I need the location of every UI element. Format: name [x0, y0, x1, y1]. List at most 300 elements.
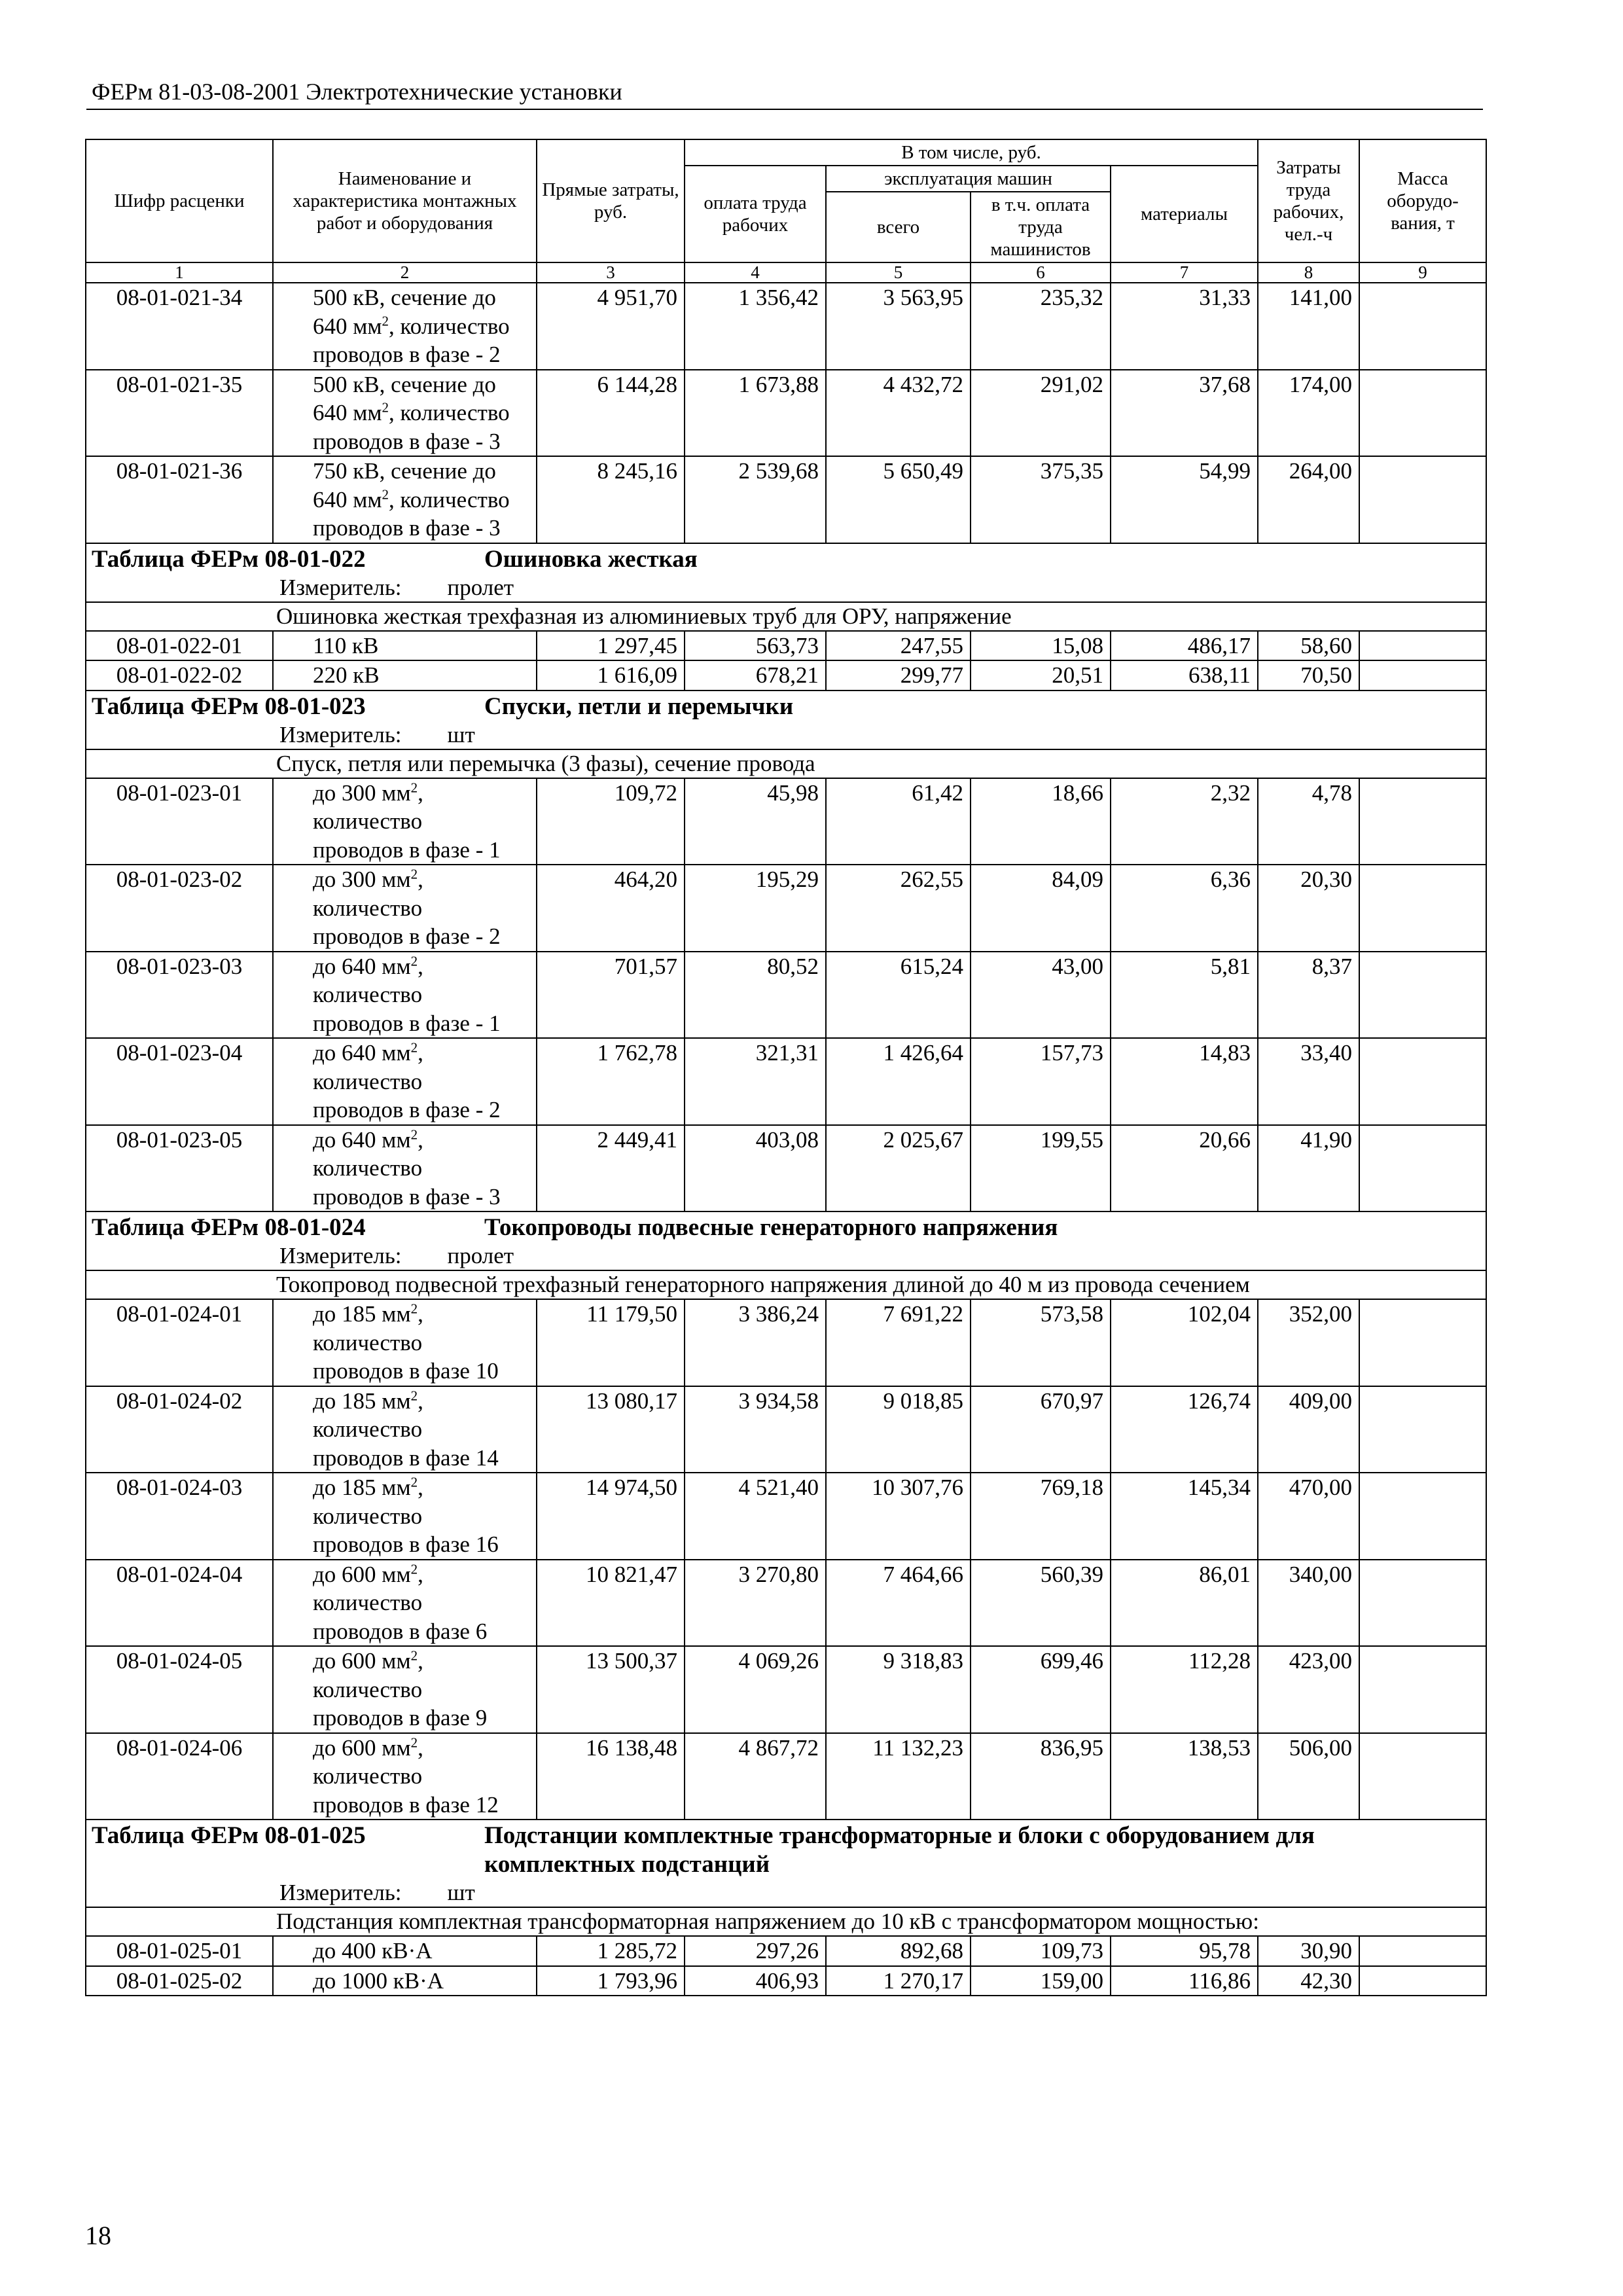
labor-cost-cell: 678,21: [685, 660, 826, 691]
labor-cost-cell: 321,31: [685, 1038, 826, 1125]
machines-labor-cell: 18,66: [971, 778, 1111, 865]
mass-cell: [1359, 865, 1486, 952]
machines-labor-cell: 157,73: [971, 1038, 1111, 1125]
table-row: [86, 1966, 1486, 1996]
name-cell: до 400 кВ·А: [273, 1936, 537, 1966]
machines-labor-cell: 15,08: [971, 631, 1111, 661]
group-title: Подстанция комплектная трансформаторная напряжением до 10 кВ с трансформатором мощностью:: [273, 1907, 1486, 1936]
col-machines-labor-header: в т.ч. оплата труда машинистов: [971, 192, 1111, 262]
machines-cost-cell: 1 426,64: [826, 1038, 971, 1125]
col-including-header: В том числе, руб.: [685, 139, 1258, 166]
direct-cost-cell: 16 138,48: [537, 1733, 685, 1820]
materials-cell: 31,33: [1111, 283, 1258, 370]
code-cell: 08-01-022-01: [86, 631, 273, 661]
superscript: 2: [382, 399, 389, 416]
section-title-row: [86, 543, 1486, 574]
materials-cell: 14,83: [1111, 1038, 1258, 1125]
mass-cell: [1359, 1966, 1486, 1996]
code-cell: 08-01-025-01: [86, 1936, 273, 1966]
group-title: Ошиновка жесткая трехфазная из алюминиевых труб для ОРУ, напряжение: [273, 602, 1486, 631]
meter-row: [86, 1242, 1486, 1270]
table-row: [86, 283, 1486, 370]
machines-labor-cell: 109,73: [971, 1936, 1111, 1966]
code-cell: 08-01-024-06: [86, 1733, 273, 1820]
direct-cost-cell: 8 245,16: [537, 456, 685, 543]
col-hours-header: Затраты труда рабочих, чел.-ч: [1258, 139, 1359, 262]
machines-cost-cell: 10 307,76: [826, 1473, 971, 1560]
materials-cell: 5,81: [1111, 952, 1258, 1039]
name-line-1: 500 кВ, сечение до: [313, 371, 496, 397]
name-line-3: проводов в фазе 6: [313, 1618, 488, 1644]
table-row: [86, 631, 1486, 661]
col-num: 4: [685, 262, 826, 283]
header-rule: [86, 109, 1483, 110]
name-line-3: проводов в фазе - 3: [313, 515, 501, 541]
table-row: [86, 1299, 1486, 1386]
name-line-1a: до 600 мм: [313, 1561, 411, 1587]
machines-labor-cell: 836,95: [971, 1733, 1111, 1820]
machines-labor-cell: 560,39: [971, 1560, 1111, 1647]
machines-labor-cell: 769,18: [971, 1473, 1111, 1560]
col-mass-header: Масса оборудо-вания, т: [1359, 139, 1486, 262]
group-blank-cell: [86, 602, 273, 631]
name-line-1b: ,: [418, 867, 423, 892]
column-numbers-row: [86, 262, 1486, 283]
superscript: 2: [382, 312, 389, 329]
name-line-3: проводов в фазе - 1: [313, 1010, 501, 1036]
direct-cost-cell: 4 951,70: [537, 283, 685, 370]
direct-cost-cell: 11 179,50: [537, 1299, 685, 1386]
table-row: [86, 1125, 1486, 1212]
superscript: 2: [410, 1387, 418, 1403]
labor-hours-cell: 70,50: [1258, 660, 1359, 691]
table-row: [86, 456, 1486, 543]
mass-cell: [1359, 660, 1486, 691]
machines-cost-cell: 7 464,66: [826, 1560, 971, 1647]
name-cell: [273, 1560, 537, 1647]
superscript: 2: [410, 1734, 418, 1750]
code-cell: 08-01-023-05: [86, 1125, 273, 1212]
name-line-2: количество: [313, 1329, 423, 1355]
labor-hours-cell: 264,00: [1258, 456, 1359, 543]
mass-cell: [1359, 1038, 1486, 1125]
group-row: [86, 602, 1486, 631]
name-line-3: проводов в фазе 16: [313, 1532, 499, 1557]
materials-cell: 145,34: [1111, 1473, 1258, 1560]
labor-hours-cell: 141,00: [1258, 283, 1359, 370]
name-line-1a: до 185 мм: [313, 1301, 411, 1327]
table-number: Таблица ФЕРм 08-01-023: [92, 692, 366, 720]
direct-cost-cell: 1 793,96: [537, 1966, 685, 1996]
name-line-1b: ,: [418, 953, 423, 979]
code-cell: 08-01-021-34: [86, 283, 273, 370]
name-cell: [273, 283, 537, 370]
code-cell: 08-01-023-03: [86, 952, 273, 1039]
direct-cost-cell: 10 821,47: [537, 1560, 685, 1647]
machines-cost-cell: 247,55: [826, 631, 971, 661]
labor-cost-cell: 563,73: [685, 631, 826, 661]
meter-label: Измеритель:: [279, 574, 402, 600]
meter-cell: [86, 574, 1486, 602]
labor-hours-cell: 20,30: [1258, 865, 1359, 952]
labor-hours-cell: 506,00: [1258, 1733, 1359, 1820]
group-title: Токопровод подвесной трехфазный генераторного напряжения длиной до 40 м из провода сечением: [273, 1270, 1486, 1299]
page-number: 18: [85, 2221, 111, 2250]
col-num: 1: [86, 262, 273, 283]
superscript: 2: [410, 866, 418, 882]
section-title: [86, 691, 1486, 721]
name-cell: [273, 952, 537, 1039]
mass-cell: [1359, 1646, 1486, 1733]
col-materials-header: материалы: [1111, 166, 1258, 262]
direct-cost-cell: 1 762,78: [537, 1038, 685, 1125]
name-cell: [273, 865, 537, 952]
materials-cell: 95,78: [1111, 1936, 1258, 1966]
superscript: 2: [382, 486, 389, 502]
direct-cost-cell: 13 500,37: [537, 1646, 685, 1733]
name-cell: 220 кВ: [273, 660, 537, 691]
table-row: [86, 1473, 1486, 1560]
group-row: [86, 1907, 1486, 1936]
mass-cell: [1359, 283, 1486, 370]
col-direct-header: Прямые затраты, руб.: [537, 139, 685, 262]
machines-labor-cell: 20,51: [971, 660, 1111, 691]
name-line-2: количество: [313, 1503, 423, 1529]
group-row: [86, 1270, 1486, 1299]
name-line-1a: до 640 мм: [313, 1126, 411, 1153]
name-line-1a: до 300 мм: [313, 780, 411, 806]
materials-cell: 126,74: [1111, 1386, 1258, 1473]
table-name: Спуски, петли и перемычки: [484, 692, 794, 720]
superscript: 2: [410, 1300, 418, 1317]
code-cell: 08-01-023-04: [86, 1038, 273, 1125]
mass-cell: [1359, 456, 1486, 543]
name-line-3: проводов в фазе 12: [313, 1791, 499, 1818]
meter-cell: [86, 1242, 1486, 1270]
machines-cost-cell: 3 563,95: [826, 283, 971, 370]
mass-cell: [1359, 631, 1486, 661]
materials-cell: 116,86: [1111, 1966, 1258, 1996]
code-cell: 08-01-025-02: [86, 1966, 273, 1996]
table-row: [86, 1646, 1486, 1733]
machines-cost-cell: 1 270,17: [826, 1966, 971, 1996]
name-line-1: 500 кВ, сечение до: [313, 285, 496, 310]
name-line-1b: ,: [418, 1040, 423, 1066]
direct-cost-cell: 6 144,28: [537, 370, 685, 457]
col-num: 5: [826, 262, 971, 283]
name-line-1b: ,: [418, 1388, 423, 1414]
superscript: 2: [410, 1560, 418, 1577]
col-name-header: Наименование и характеристика монтажных работ и оборудования: [273, 139, 537, 262]
labor-cost-cell: 4 521,40: [685, 1473, 826, 1560]
name-line-2a: 640 мм: [313, 313, 382, 339]
mass-cell: [1359, 1299, 1486, 1386]
machines-cost-cell: 61,42: [826, 778, 971, 865]
name-cell: 110 кВ: [273, 631, 537, 661]
table-row: [86, 865, 1486, 952]
machines-labor-cell: 199,55: [971, 1125, 1111, 1212]
name-line-2b: , количество: [389, 313, 510, 339]
superscript: 2: [410, 1126, 418, 1142]
table-name: Подстанции комплектные трансформаторные и блоки с оборудованием для комплектных подстанций: [484, 1822, 1315, 1878]
superscript: 2: [410, 952, 418, 969]
name-line-3: проводов в фазе 10: [313, 1358, 499, 1384]
superscript: 2: [410, 779, 418, 795]
section-title: [86, 1820, 1486, 1879]
code-cell: 08-01-024-01: [86, 1299, 273, 1386]
mass-cell: [1359, 1386, 1486, 1473]
code-cell: 08-01-024-05: [86, 1646, 273, 1733]
labor-cost-cell: 45,98: [685, 778, 826, 865]
name-cell: [273, 1646, 537, 1733]
col-machines-header: эксплуатация машин: [826, 166, 1111, 192]
labor-cost-cell: 195,29: [685, 865, 826, 952]
col-num: 3: [537, 262, 685, 283]
direct-cost-cell: 13 080,17: [537, 1386, 685, 1473]
direct-cost-cell: 701,57: [537, 952, 685, 1039]
name-line-3: проводов в фазе - 2: [313, 924, 501, 949]
code-cell: 08-01-021-36: [86, 456, 273, 543]
name-line-3: проводов в фазе - 2: [313, 342, 501, 367]
name-line-2: количество: [313, 808, 423, 834]
labor-cost-cell: 406,93: [685, 1966, 826, 1996]
group-blank-cell: [86, 749, 273, 778]
section-title-row: [86, 1211, 1486, 1242]
table-number: Таблица ФЕРм 08-01-024: [92, 1214, 366, 1241]
materials-cell: 486,17: [1111, 631, 1258, 661]
mass-cell: [1359, 1560, 1486, 1647]
meter-label: Измеритель:: [279, 1243, 402, 1268]
name-line-3: проводов в фазе - 1: [313, 836, 501, 863]
name-line-1b: ,: [418, 1734, 423, 1761]
labor-hours-cell: 58,60: [1258, 631, 1359, 661]
name-line-2: количество: [313, 895, 423, 921]
col-num: 2: [273, 262, 537, 283]
name-cell: до 1000 кВ·А: [273, 1966, 537, 1996]
labor-hours-cell: 409,00: [1258, 1386, 1359, 1473]
mass-cell: [1359, 370, 1486, 457]
labor-hours-cell: 352,00: [1258, 1299, 1359, 1386]
labor-hours-cell: 423,00: [1258, 1646, 1359, 1733]
table-name: Токопроводы подвесные генераторного напряжения: [484, 1214, 1058, 1241]
table-row: [86, 1936, 1486, 1966]
col-num: 9: [1359, 262, 1486, 283]
machines-labor-cell: 670,97: [971, 1386, 1111, 1473]
direct-cost-cell: 1 616,09: [537, 660, 685, 691]
name-line-2a: 640 мм: [313, 486, 382, 512]
machines-labor-cell: 699,46: [971, 1646, 1111, 1733]
name-cell: [273, 1386, 537, 1473]
table-row: [86, 952, 1486, 1039]
labor-hours-cell: 174,00: [1258, 370, 1359, 457]
name-cell: [273, 456, 537, 543]
materials-cell: 20,66: [1111, 1125, 1258, 1212]
section-title: [86, 543, 1486, 574]
materials-cell: 138,53: [1111, 1733, 1258, 1820]
name-line-2: количество: [313, 1763, 423, 1789]
table-row: [86, 1386, 1486, 1473]
name-line-3: проводов в фазе 14: [313, 1444, 499, 1471]
machines-cost-cell: 2 025,67: [826, 1125, 971, 1212]
superscript: 2: [410, 1647, 418, 1664]
meter-label: Измеритель:: [279, 1880, 402, 1905]
name-line-1a: до 600 мм: [313, 1734, 411, 1761]
name-line-1b: ,: [418, 1475, 423, 1500]
labor-cost-cell: 80,52: [685, 952, 826, 1039]
materials-cell: 37,68: [1111, 370, 1258, 457]
name-line-1a: до 640 мм: [313, 1040, 411, 1066]
meter-unit: пролет: [447, 1243, 514, 1268]
name-line-1: 750 кВ, сечение до: [313, 458, 496, 484]
labor-cost-cell: 1 673,88: [685, 370, 826, 457]
name-line-2: количество: [313, 1676, 423, 1702]
materials-cell: 54,99: [1111, 456, 1258, 543]
machines-cost-cell: 7 691,22: [826, 1299, 971, 1386]
name-line-2b: , количество: [389, 486, 510, 512]
group-blank-cell: [86, 1907, 273, 1936]
name-line-2a: 640 мм: [313, 400, 382, 425]
machines-labor-cell: 375,35: [971, 456, 1111, 543]
table-name: Ошиновка жесткая: [484, 545, 698, 573]
labor-hours-cell: 340,00: [1258, 1560, 1359, 1647]
name-cell: [273, 1299, 537, 1386]
machines-cost-cell: 892,68: [826, 1936, 971, 1966]
meter-unit: шт: [447, 1880, 475, 1905]
table-row: [86, 1038, 1486, 1125]
labor-cost-cell: 3 270,80: [685, 1560, 826, 1647]
labor-hours-cell: 33,40: [1258, 1038, 1359, 1125]
name-line-1b: ,: [418, 1648, 423, 1674]
name-line-2: количество: [313, 1590, 423, 1615]
machines-cost-cell: 9 018,85: [826, 1386, 971, 1473]
direct-cost-cell: 2 449,41: [537, 1125, 685, 1212]
labor-cost-cell: 4 867,72: [685, 1733, 826, 1820]
materials-cell: 102,04: [1111, 1299, 1258, 1386]
name-line-3: проводов в фазе - 3: [313, 1183, 501, 1210]
meter-unit: пролет: [447, 574, 514, 600]
labor-cost-cell: 403,08: [685, 1125, 826, 1212]
name-cell: [273, 370, 537, 457]
col-code-header: Шифр расценки: [86, 139, 273, 262]
labor-cost-cell: 3 386,24: [685, 1299, 826, 1386]
labor-cost-cell: 4 069,26: [685, 1646, 826, 1733]
code-cell: 08-01-022-02: [86, 660, 273, 691]
machines-cost-cell: 9 318,83: [826, 1646, 971, 1733]
name-cell: [273, 1038, 537, 1125]
direct-cost-cell: 464,20: [537, 865, 685, 952]
name-line-1a: до 185 мм: [313, 1388, 411, 1414]
mass-cell: [1359, 778, 1486, 865]
machines-cost-cell: 299,77: [826, 660, 971, 691]
direct-cost-cell: 14 974,50: [537, 1473, 685, 1560]
document-title: ФЕРм 81-03-08-2001 Электротехнические установки: [92, 79, 622, 105]
code-cell: 08-01-024-02: [86, 1386, 273, 1473]
name-cell: [273, 1733, 537, 1820]
name-line-1b: ,: [418, 1561, 423, 1587]
machines-cost-cell: 4 432,72: [826, 370, 971, 457]
group-row: [86, 749, 1486, 778]
name-cell: [273, 778, 537, 865]
labor-cost-cell: 297,26: [685, 1936, 826, 1966]
machines-labor-cell: 573,58: [971, 1299, 1111, 1386]
name-line-1b: ,: [418, 1301, 423, 1327]
materials-cell: 638,11: [1111, 660, 1258, 691]
materials-cell: 6,36: [1111, 865, 1258, 952]
code-cell: 08-01-023-02: [86, 865, 273, 952]
col-machines-total-header: всего: [826, 192, 971, 262]
name-line-1b: ,: [418, 780, 423, 806]
section-title-row: [86, 691, 1486, 721]
code-cell: 08-01-024-04: [86, 1560, 273, 1647]
meter-unit: шт: [447, 721, 475, 747]
machines-cost-cell: 11 132,23: [826, 1733, 971, 1820]
mass-cell: [1359, 1125, 1486, 1212]
name-line-2: количество: [313, 1068, 423, 1094]
table-number: Таблица ФЕРм 08-01-022: [92, 545, 366, 573]
direct-cost-cell: 1 285,72: [537, 1936, 685, 1966]
name-line-1a: до 300 мм: [313, 867, 411, 892]
name-line-3: проводов в фазе 9: [313, 1705, 488, 1731]
table-row: [86, 1733, 1486, 1820]
machines-labor-cell: 159,00: [971, 1966, 1111, 1996]
col-labor-header: оплата труда рабочих: [685, 166, 826, 262]
machines-cost-cell: 262,55: [826, 865, 971, 952]
name-cell: [273, 1473, 537, 1560]
name-line-2: количество: [313, 1155, 423, 1181]
machines-cost-cell: 615,24: [826, 952, 971, 1039]
name-line-3: проводов в фазе - 3: [313, 428, 501, 454]
name-line-1b: ,: [418, 1126, 423, 1153]
labor-hours-cell: 41,90: [1258, 1125, 1359, 1212]
machines-labor-cell: 43,00: [971, 952, 1111, 1039]
name-line-2: количество: [313, 1416, 423, 1442]
direct-cost-cell: 1 297,45: [537, 631, 685, 661]
meter-row: [86, 1879, 1486, 1907]
col-num: 7: [1111, 262, 1258, 283]
mass-cell: [1359, 952, 1486, 1039]
labor-hours-cell: 8,37: [1258, 952, 1359, 1039]
superscript: 2: [410, 1474, 418, 1490]
name-cell: [273, 1125, 537, 1212]
machines-labor-cell: 291,02: [971, 370, 1111, 457]
code-cell: 08-01-024-03: [86, 1473, 273, 1560]
group-title: Спуск, петля или перемычка (3 фазы), сечение провода: [273, 749, 1486, 778]
name-line-2: количество: [313, 982, 423, 1007]
section-title: [86, 1211, 1486, 1242]
machines-cost-cell: 5 650,49: [826, 456, 971, 543]
section-title-row: [86, 1820, 1486, 1879]
table-row: [86, 778, 1486, 865]
col-num: 6: [971, 262, 1111, 283]
col-num: 8: [1258, 262, 1359, 283]
labor-hours-cell: 4,78: [1258, 778, 1359, 865]
materials-cell: 112,28: [1111, 1646, 1258, 1733]
meter-row: [86, 721, 1486, 749]
labor-cost-cell: 2 539,68: [685, 456, 826, 543]
labor-hours-cell: 42,30: [1258, 1966, 1359, 1996]
labor-hours-cell: 470,00: [1258, 1473, 1359, 1560]
mass-cell: [1359, 1936, 1486, 1966]
labor-cost-cell: 1 356,42: [685, 283, 826, 370]
mass-cell: [1359, 1733, 1486, 1820]
materials-cell: 86,01: [1111, 1560, 1258, 1647]
price-table: [85, 139, 1487, 1996]
table-row: [86, 370, 1486, 457]
group-blank-cell: [86, 1270, 273, 1299]
code-cell: 08-01-021-35: [86, 370, 273, 457]
labor-cost-cell: 3 934,58: [685, 1386, 826, 1473]
meter-label: Измеритель:: [279, 721, 402, 747]
